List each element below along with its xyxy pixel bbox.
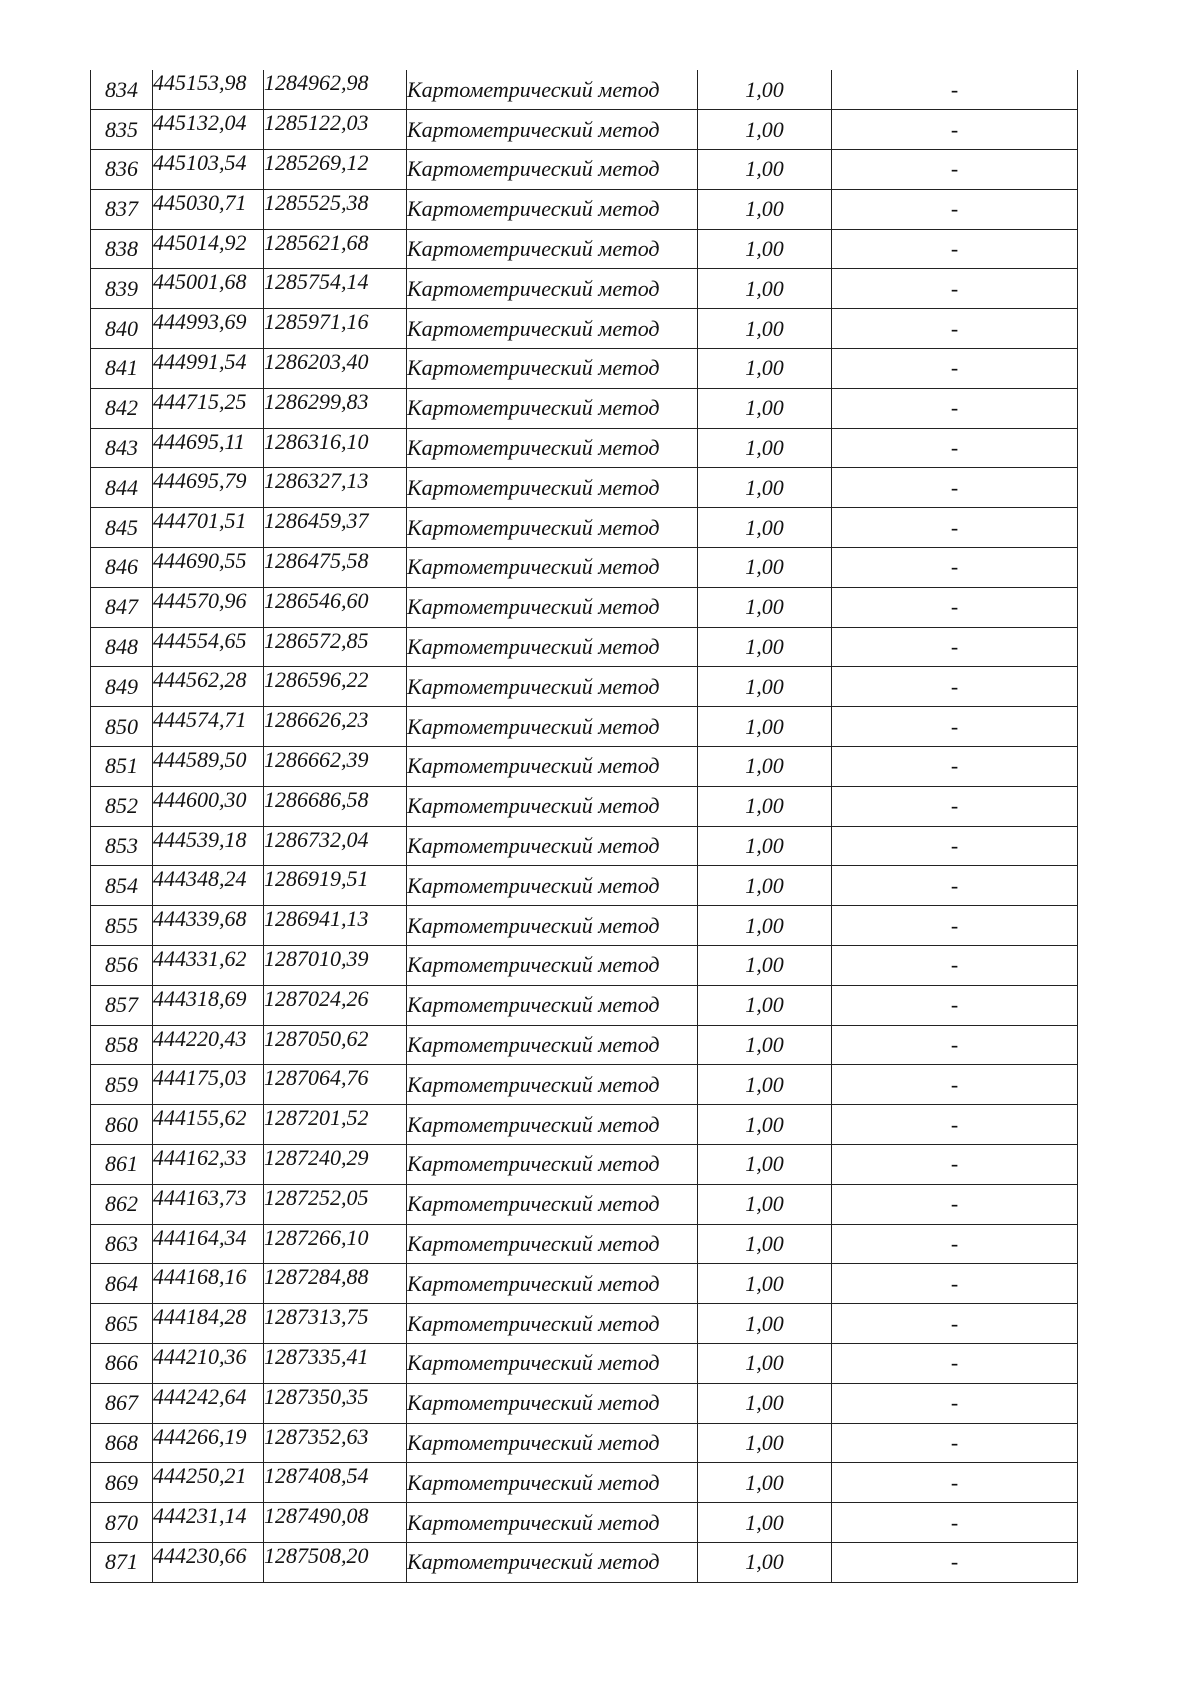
y-coordinate-cell: 1286919,51: [264, 866, 407, 906]
y-coordinate-cell: 1287508,20: [264, 1542, 407, 1582]
accuracy-cell: 1,00: [698, 508, 832, 548]
x-coordinate-cell: 444266,19: [153, 1423, 264, 1463]
description-cell: -: [832, 189, 1078, 229]
table-row: [91, 428, 1078, 468]
table-row: [91, 1224, 1078, 1264]
point-number-cell: 865: [91, 1304, 153, 1344]
description-cell: -: [832, 906, 1078, 946]
x-coordinate-cell: 445030,71: [153, 189, 264, 229]
x-coordinate-cell: 444318,69: [153, 985, 264, 1025]
table-row: [91, 946, 1078, 986]
method-cell: Картометрический метод: [407, 349, 698, 389]
point-number-cell: 855: [91, 906, 153, 946]
point-number-cell: 869: [91, 1463, 153, 1503]
description-cell: -: [832, 1383, 1078, 1423]
description-cell: -: [832, 786, 1078, 826]
x-coordinate-cell: 444184,28: [153, 1304, 264, 1344]
accuracy-cell: 1,00: [698, 269, 832, 309]
method-cell: Картометрический метод: [407, 110, 698, 150]
point-number-cell: 840: [91, 309, 153, 349]
y-coordinate-cell: 1286299,83: [264, 388, 407, 428]
x-coordinate-cell: 444331,62: [153, 946, 264, 986]
point-number-cell: 859: [91, 1065, 153, 1105]
method-cell: Картометрический метод: [407, 1463, 698, 1503]
y-coordinate-cell: 1287266,10: [264, 1224, 407, 1264]
point-number-cell: 844: [91, 468, 153, 508]
method-cell: Картометрический метод: [407, 1025, 698, 1065]
description-cell: -: [832, 428, 1078, 468]
description-cell: -: [832, 707, 1078, 747]
description-cell: -: [832, 1224, 1078, 1264]
table-row: [91, 1423, 1078, 1463]
table-row: [91, 508, 1078, 548]
x-coordinate-cell: 444250,21: [153, 1463, 264, 1503]
x-coordinate-cell: 444695,11: [153, 428, 264, 468]
y-coordinate-cell: 1287350,35: [264, 1383, 407, 1423]
description-cell: -: [832, 1264, 1078, 1304]
y-coordinate-cell: 1287352,63: [264, 1423, 407, 1463]
table-row: [91, 667, 1078, 707]
point-number-cell: 837: [91, 189, 153, 229]
y-coordinate-cell: 1286475,58: [264, 548, 407, 588]
accuracy-cell: 1,00: [698, 1344, 832, 1384]
table-row: [91, 269, 1078, 309]
table-row: [91, 388, 1078, 428]
table-row: [91, 309, 1078, 349]
point-number-cell: 864: [91, 1264, 153, 1304]
x-coordinate-cell: 444574,71: [153, 707, 264, 747]
y-coordinate-cell: 1287408,54: [264, 1463, 407, 1503]
accuracy-cell: 1,00: [698, 110, 832, 150]
accuracy-cell: 1,00: [698, 826, 832, 866]
x-coordinate-cell: 444155,62: [153, 1105, 264, 1145]
description-cell: -: [832, 388, 1078, 428]
x-coordinate-cell: 445103,54: [153, 150, 264, 190]
description-cell: -: [832, 1105, 1078, 1145]
accuracy-cell: 1,00: [698, 70, 832, 110]
accuracy-cell: 1,00: [698, 1145, 832, 1185]
x-coordinate-cell: 444348,24: [153, 866, 264, 906]
method-cell: Картометрический метод: [407, 1542, 698, 1582]
method-cell: Картометрический метод: [407, 707, 698, 747]
accuracy-cell: 1,00: [698, 1105, 832, 1145]
y-coordinate-cell: 1286459,37: [264, 508, 407, 548]
description-cell: -: [832, 866, 1078, 906]
y-coordinate-cell: 1287010,39: [264, 946, 407, 986]
point-number-cell: 843: [91, 428, 153, 468]
x-coordinate-cell: 444715,25: [153, 388, 264, 428]
x-coordinate-cell: 444220,43: [153, 1025, 264, 1065]
x-coordinate-cell: 444175,03: [153, 1065, 264, 1105]
y-coordinate-cell: 1285971,16: [264, 309, 407, 349]
x-coordinate-cell: 444554,65: [153, 627, 264, 667]
x-coordinate-cell: 444231,14: [153, 1503, 264, 1543]
accuracy-cell: 1,00: [698, 1264, 832, 1304]
accuracy-cell: 1,00: [698, 707, 832, 747]
y-coordinate-cell: 1287313,75: [264, 1304, 407, 1344]
accuracy-cell: 1,00: [698, 1304, 832, 1344]
point-number-cell: 834: [91, 70, 153, 110]
x-coordinate-cell: 444210,36: [153, 1344, 264, 1384]
accuracy-cell: 1,00: [698, 309, 832, 349]
x-coordinate-cell: 444701,51: [153, 508, 264, 548]
accuracy-cell: 1,00: [698, 747, 832, 787]
method-cell: Картометрический метод: [407, 428, 698, 468]
description-cell: -: [832, 1423, 1078, 1463]
y-coordinate-cell: 1287284,88: [264, 1264, 407, 1304]
x-coordinate-cell: 445014,92: [153, 229, 264, 269]
accuracy-cell: 1,00: [698, 1065, 832, 1105]
point-number-cell: 848: [91, 627, 153, 667]
x-coordinate-cell: 444162,33: [153, 1145, 264, 1185]
table-row: [91, 985, 1078, 1025]
table-row: [91, 1344, 1078, 1384]
method-cell: Картометрический метод: [407, 587, 698, 627]
point-number-cell: 857: [91, 985, 153, 1025]
table-row: [91, 826, 1078, 866]
method-cell: Картометрический метод: [407, 627, 698, 667]
y-coordinate-cell: 1286316,10: [264, 428, 407, 468]
x-coordinate-cell: 444600,30: [153, 786, 264, 826]
method-cell: Картометрический метод: [407, 1105, 698, 1145]
y-coordinate-cell: 1287240,29: [264, 1145, 407, 1185]
description-cell: -: [832, 587, 1078, 627]
accuracy-cell: 1,00: [698, 1025, 832, 1065]
method-cell: Картометрический метод: [407, 1065, 698, 1105]
point-number-cell: 850: [91, 707, 153, 747]
accuracy-cell: 1,00: [698, 946, 832, 986]
method-cell: Картометрический метод: [407, 1264, 698, 1304]
y-coordinate-cell: 1285525,38: [264, 189, 407, 229]
table-row: [91, 707, 1078, 747]
y-coordinate-cell: 1286732,04: [264, 826, 407, 866]
method-cell: Картометрический метод: [407, 826, 698, 866]
table-row: [91, 150, 1078, 190]
accuracy-cell: 1,00: [698, 1224, 832, 1264]
accuracy-cell: 1,00: [698, 349, 832, 389]
table-row: [91, 1065, 1078, 1105]
point-number-cell: 838: [91, 229, 153, 269]
x-coordinate-cell: 445132,04: [153, 110, 264, 150]
table-row: [91, 1105, 1078, 1145]
method-cell: Картометрический метод: [407, 1423, 698, 1463]
description-cell: -: [832, 946, 1078, 986]
description-cell: -: [832, 1304, 1078, 1344]
accuracy-cell: 1,00: [698, 468, 832, 508]
description-cell: -: [832, 1344, 1078, 1384]
point-number-cell: 849: [91, 667, 153, 707]
method-cell: Картометрический метод: [407, 189, 698, 229]
point-number-cell: 856: [91, 946, 153, 986]
description-cell: -: [832, 747, 1078, 787]
accuracy-cell: 1,00: [698, 786, 832, 826]
description-cell: -: [832, 1065, 1078, 1105]
point-number-cell: 846: [91, 548, 153, 588]
table-row: [91, 906, 1078, 946]
y-coordinate-cell: 1287252,05: [264, 1184, 407, 1224]
method-cell: Картометрический метод: [407, 229, 698, 269]
y-coordinate-cell: 1286626,23: [264, 707, 407, 747]
point-number-cell: 845: [91, 508, 153, 548]
table-row: [91, 229, 1078, 269]
table-row: [91, 1145, 1078, 1185]
accuracy-cell: 1,00: [698, 627, 832, 667]
y-coordinate-cell: 1285621,68: [264, 229, 407, 269]
point-number-cell: 852: [91, 786, 153, 826]
description-cell: -: [832, 269, 1078, 309]
accuracy-cell: 1,00: [698, 587, 832, 627]
document-page: [90, 70, 1077, 1583]
y-coordinate-cell: 1286203,40: [264, 349, 407, 389]
x-coordinate-cell: 444695,79: [153, 468, 264, 508]
point-number-cell: 835: [91, 110, 153, 150]
description-cell: -: [832, 627, 1078, 667]
method-cell: Картометрический метод: [407, 269, 698, 309]
point-number-cell: 871: [91, 1542, 153, 1582]
table-row: [91, 468, 1078, 508]
point-number-cell: 842: [91, 388, 153, 428]
method-cell: Картометрический метод: [407, 985, 698, 1025]
description-cell: -: [832, 1503, 1078, 1543]
description-cell: -: [832, 229, 1078, 269]
description-cell: -: [832, 1025, 1078, 1065]
method-cell: Картометрический метод: [407, 388, 698, 428]
coordinates-table: [90, 70, 1078, 1583]
method-cell: Картометрический метод: [407, 667, 698, 707]
method-cell: Картометрический метод: [407, 1145, 698, 1185]
table-row: [91, 1383, 1078, 1423]
table-row: [91, 786, 1078, 826]
y-coordinate-cell: 1286941,13: [264, 906, 407, 946]
method-cell: Картометрический метод: [407, 1184, 698, 1224]
x-coordinate-cell: 444690,55: [153, 548, 264, 588]
y-coordinate-cell: 1285269,12: [264, 150, 407, 190]
accuracy-cell: 1,00: [698, 1503, 832, 1543]
y-coordinate-cell: 1286686,58: [264, 786, 407, 826]
point-number-cell: 858: [91, 1025, 153, 1065]
description-cell: -: [832, 826, 1078, 866]
description-cell: -: [832, 1184, 1078, 1224]
table-row: [91, 747, 1078, 787]
y-coordinate-cell: 1285122,03: [264, 110, 407, 150]
y-coordinate-cell: 1287201,52: [264, 1105, 407, 1145]
table-row: [91, 1503, 1078, 1543]
table-row: [91, 349, 1078, 389]
y-coordinate-cell: 1287490,08: [264, 1503, 407, 1543]
accuracy-cell: 1,00: [698, 428, 832, 468]
y-coordinate-cell: 1287064,76: [264, 1065, 407, 1105]
y-coordinate-cell: 1285754,14: [264, 269, 407, 309]
accuracy-cell: 1,00: [698, 229, 832, 269]
accuracy-cell: 1,00: [698, 1542, 832, 1582]
x-coordinate-cell: 444230,66: [153, 1542, 264, 1582]
description-cell: -: [832, 985, 1078, 1025]
y-coordinate-cell: 1286596,22: [264, 667, 407, 707]
method-cell: Картометрический метод: [407, 1503, 698, 1543]
y-coordinate-cell: 1284962,98: [264, 70, 407, 110]
accuracy-cell: 1,00: [698, 388, 832, 428]
method-cell: Картометрический метод: [407, 1383, 698, 1423]
description-cell: -: [832, 110, 1078, 150]
method-cell: Картометрический метод: [407, 150, 698, 190]
point-number-cell: 866: [91, 1344, 153, 1384]
y-coordinate-cell: 1286327,13: [264, 468, 407, 508]
coordinates-table-body: [91, 70, 1078, 1582]
x-coordinate-cell: 445153,98: [153, 70, 264, 110]
point-number-cell: 839: [91, 269, 153, 309]
method-cell: Картометрический метод: [407, 1224, 698, 1264]
x-coordinate-cell: 445001,68: [153, 269, 264, 309]
y-coordinate-cell: 1286662,39: [264, 747, 407, 787]
method-cell: Картометрический метод: [407, 906, 698, 946]
description-cell: -: [832, 508, 1078, 548]
point-number-cell: 841: [91, 349, 153, 389]
point-number-cell: 836: [91, 150, 153, 190]
description-cell: -: [832, 1145, 1078, 1185]
description-cell: -: [832, 70, 1078, 110]
table-row: [91, 587, 1078, 627]
point-number-cell: 854: [91, 866, 153, 906]
table-row: [91, 1184, 1078, 1224]
point-number-cell: 867: [91, 1383, 153, 1423]
accuracy-cell: 1,00: [698, 906, 832, 946]
y-coordinate-cell: 1286572,85: [264, 627, 407, 667]
description-cell: -: [832, 309, 1078, 349]
y-coordinate-cell: 1287335,41: [264, 1344, 407, 1384]
description-cell: -: [832, 667, 1078, 707]
table-row: [91, 1304, 1078, 1344]
y-coordinate-cell: 1287024,26: [264, 985, 407, 1025]
table-row: [91, 1542, 1078, 1582]
accuracy-cell: 1,00: [698, 548, 832, 588]
x-coordinate-cell: 444539,18: [153, 826, 264, 866]
method-cell: Картометрический метод: [407, 946, 698, 986]
description-cell: -: [832, 1463, 1078, 1503]
method-cell: Картометрический метод: [407, 1344, 698, 1384]
x-coordinate-cell: 444242,64: [153, 1383, 264, 1423]
table-row: [91, 1025, 1078, 1065]
x-coordinate-cell: 444589,50: [153, 747, 264, 787]
description-cell: -: [832, 150, 1078, 190]
method-cell: Картометрический метод: [407, 309, 698, 349]
x-coordinate-cell: 444339,68: [153, 906, 264, 946]
accuracy-cell: 1,00: [698, 1184, 832, 1224]
accuracy-cell: 1,00: [698, 667, 832, 707]
point-number-cell: 861: [91, 1145, 153, 1185]
point-number-cell: 868: [91, 1423, 153, 1463]
point-number-cell: 870: [91, 1503, 153, 1543]
x-coordinate-cell: 444991,54: [153, 349, 264, 389]
x-coordinate-cell: 444168,16: [153, 1264, 264, 1304]
point-number-cell: 860: [91, 1105, 153, 1145]
method-cell: Картометрический метод: [407, 866, 698, 906]
description-cell: -: [832, 548, 1078, 588]
point-number-cell: 863: [91, 1224, 153, 1264]
accuracy-cell: 1,00: [698, 1383, 832, 1423]
x-coordinate-cell: 444163,73: [153, 1184, 264, 1224]
table-row: [91, 548, 1078, 588]
accuracy-cell: 1,00: [698, 1423, 832, 1463]
y-coordinate-cell: 1286546,60: [264, 587, 407, 627]
table-row: [91, 1264, 1078, 1304]
accuracy-cell: 1,00: [698, 150, 832, 190]
point-number-cell: 847: [91, 587, 153, 627]
description-cell: -: [832, 1542, 1078, 1582]
table-row: [91, 110, 1078, 150]
accuracy-cell: 1,00: [698, 866, 832, 906]
point-number-cell: 853: [91, 826, 153, 866]
x-coordinate-cell: 444562,28: [153, 667, 264, 707]
method-cell: Картометрический метод: [407, 548, 698, 588]
point-number-cell: 851: [91, 747, 153, 787]
x-coordinate-cell: 444164,34: [153, 1224, 264, 1264]
x-coordinate-cell: 444993,69: [153, 309, 264, 349]
table-row: [91, 627, 1078, 667]
x-coordinate-cell: 444570,96: [153, 587, 264, 627]
method-cell: Картометрический метод: [407, 1304, 698, 1344]
point-number-cell: 862: [91, 1184, 153, 1224]
description-cell: -: [832, 468, 1078, 508]
method-cell: Картометрический метод: [407, 508, 698, 548]
accuracy-cell: 1,00: [698, 985, 832, 1025]
table-row: [91, 1463, 1078, 1503]
accuracy-cell: 1,00: [698, 1463, 832, 1503]
description-cell: -: [832, 349, 1078, 389]
method-cell: Картометрический метод: [407, 786, 698, 826]
accuracy-cell: 1,00: [698, 189, 832, 229]
method-cell: Картометрический метод: [407, 70, 698, 110]
method-cell: Картометрический метод: [407, 468, 698, 508]
table-row: [91, 866, 1078, 906]
y-coordinate-cell: 1287050,62: [264, 1025, 407, 1065]
table-row: [91, 189, 1078, 229]
method-cell: Картометрический метод: [407, 747, 698, 787]
table-row: [91, 70, 1078, 110]
